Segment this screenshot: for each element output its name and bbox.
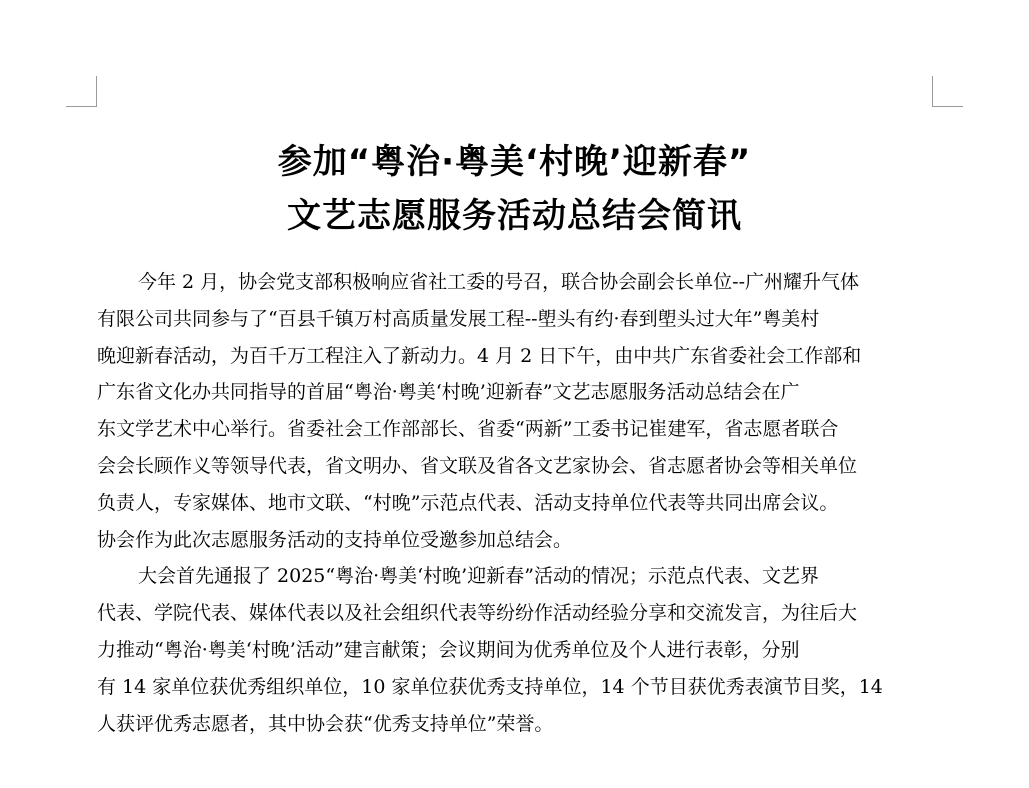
paragraph-1 bbox=[97, 264, 932, 558]
top-right-margin-marker bbox=[932, 76, 963, 107]
text-line: 负责人，专家媒体、地市文联、“村晚”示范点代表、活动支持单位代表等共同出席会议。 bbox=[97, 491, 839, 514]
text-line: 今年 2 月，协会党支部积极响应省社工委的号召，联合协会副会长单位--广州耀升气体 bbox=[138, 271, 860, 293]
document-body bbox=[97, 264, 932, 742]
paragraph-2 bbox=[97, 558, 932, 742]
text-line: 有限公司共同参与了“百县千镇万村高质量发展工程--塱头有约·春到塱头过大年”粤美村 bbox=[97, 307, 820, 330]
document-title-line-2: 文艺志愿服务活动总结会简讯 bbox=[287, 196, 742, 236]
text-line: 大会首先通报了 2025“粤治·粤美‘村晚’迎新春”活动的情况；示范点代表、文艺界 bbox=[138, 565, 819, 588]
text-line: 人获评优秀志愿者，其中协会获“优秀支持单位”荣誉。 bbox=[97, 712, 554, 735]
text-line: 东文学艺术中心举行。省委社会工作部部长、省委“两新”工委书记崔建军，省志愿者联合 bbox=[97, 418, 839, 441]
text-line: 协会作为此次志愿服务活动的支持单位受邀参加总结会。 bbox=[97, 528, 573, 551]
text-line: 力推动“粤治·粤美‘村晚’活动”建言献策；会议期间为优秀单位及个人进行表彰，分别 bbox=[97, 638, 800, 661]
text-line: 会会长顾作义等领导代表，省文明办、省文联及省各文艺家协会、省志愿者协会等相关单位 bbox=[97, 454, 858, 477]
text-line: 晚迎新春活动，为百千万工程注入了新动力。4 月 2 日下午，由中共广东省委社会工作部和 bbox=[97, 344, 862, 367]
document-title-line-1: 参加“粤治·粤美‘村晚’迎新春” bbox=[277, 142, 752, 182]
text-line: 广东省文化办共同指导的首届“粤治·粤美‘村晚’迎新春”文艺志愿服务活动总结会在广 bbox=[97, 381, 800, 404]
text-line: 代表、学院代表、媒体代表以及社会组织代表等纷纷作活动经验分享和交流发言，为往后大 bbox=[97, 602, 858, 625]
text-line: 有 14 家单位获优秀组织单位，10 家单位获优秀支持单位，14 个节目获优秀表演节目奖，14 bbox=[97, 675, 883, 698]
top-left-margin-marker bbox=[66, 76, 97, 107]
